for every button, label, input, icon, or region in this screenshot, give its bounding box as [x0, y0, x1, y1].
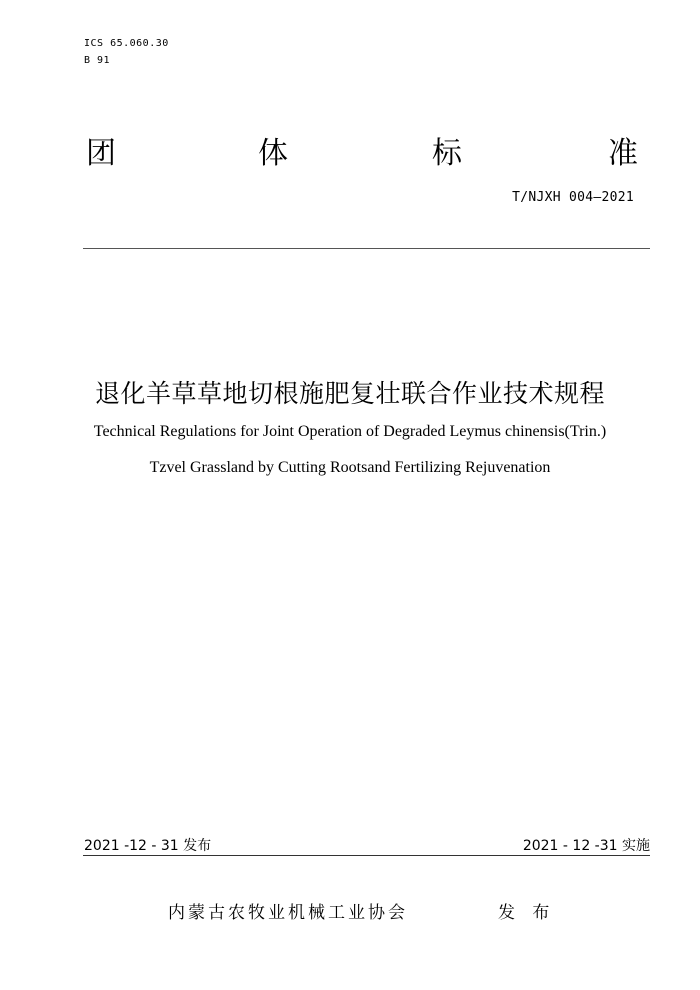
standard-type-char-3: 标 — [432, 136, 462, 171]
standard-type-char-2: 体 — [258, 136, 288, 171]
issue-date: 2021 -12 - 31 发布 — [84, 838, 212, 854]
issue-label: 发 布 — [498, 903, 556, 923]
implementation-date: 2021 - 12 -31 实施 — [522, 838, 650, 854]
chinese-title: 退化羊草草地切根施肥复壮联合作业技术规程 — [94, 379, 605, 408]
issuing-organization: 内蒙古农牧业机械工业协会 — [168, 903, 408, 923]
footer-divider — [83, 855, 650, 856]
standard-type-char-4: 准 — [608, 136, 638, 171]
standard-number: T/NJXH 004—2021 — [512, 190, 634, 205]
classification-code: B 91 — [84, 55, 111, 66]
english-title-line-1: Technical Regulations for Joint Operation of Degraded Leymus chinensis(Trin.) — [93, 423, 607, 440]
header-divider — [83, 248, 650, 249]
english-title-line-2: Tzvel Grassland by Cutting Rootsand Fertilizing Rejuvenation — [149, 459, 551, 476]
standard-type-char-1: 团 — [86, 136, 116, 171]
ics-code: ICS 65.060.30 — [84, 38, 169, 49]
